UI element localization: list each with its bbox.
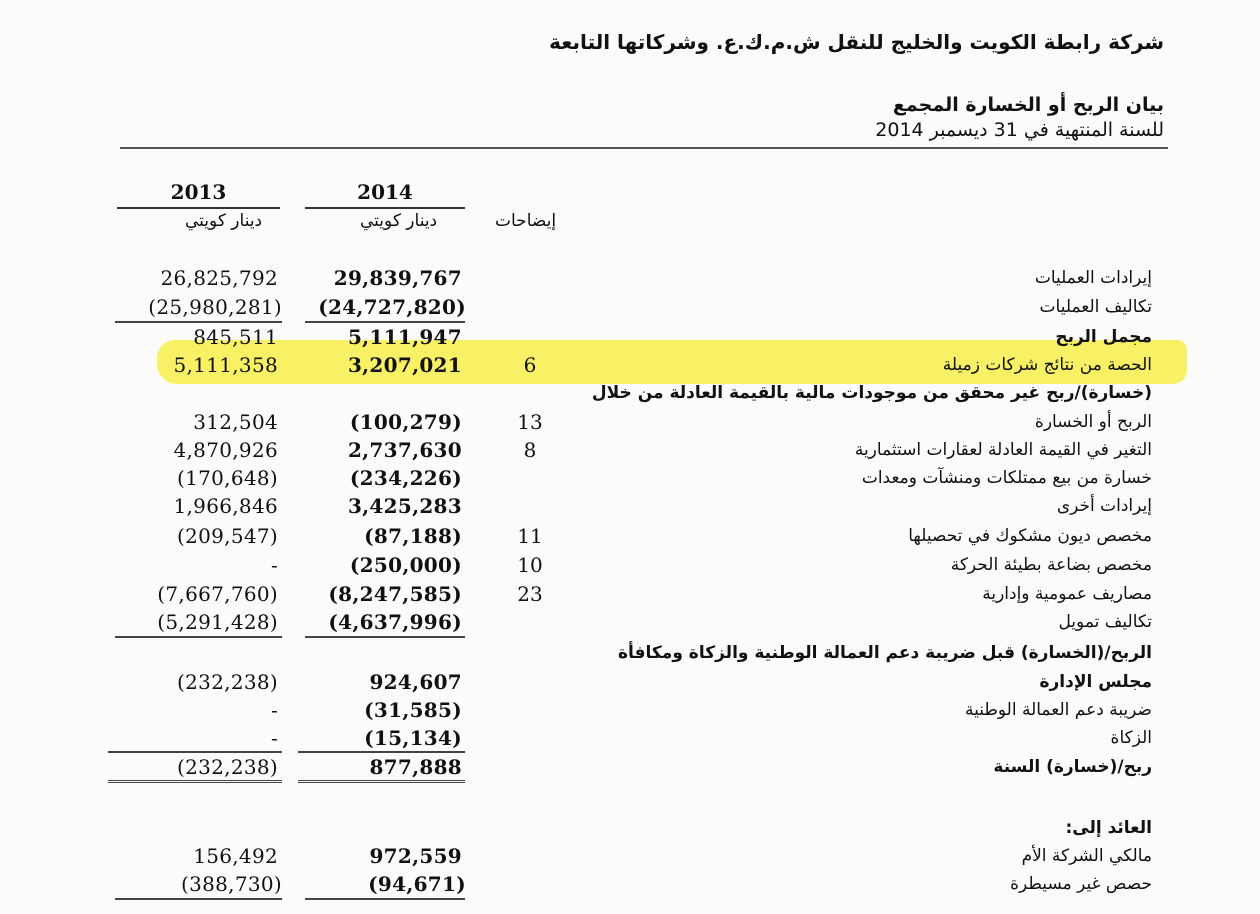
statement-period: للسنة المنتهية في 31 ديسمبر 2014 bbox=[875, 119, 1164, 141]
notes-column-header: إيضاحات bbox=[495, 211, 557, 231]
value-2013: 312,504 bbox=[193, 410, 278, 434]
currency-2013: دينار كويتي bbox=[185, 211, 263, 231]
value-2014: (94,671) bbox=[368, 872, 466, 896]
row-label: خسارة من بيع ممتلكات ومنشآت ومعدات bbox=[861, 468, 1152, 488]
row-label: الربح/(الخسارة) قبل ضريبة دعم العمالة الوطنية والزكاة ومكافأة bbox=[617, 643, 1152, 663]
value-2013: (25,980,281) bbox=[148, 295, 282, 319]
value-2014: 972,559 bbox=[369, 844, 462, 868]
value-2013: - bbox=[270, 726, 278, 750]
value-2013: (232,238) bbox=[176, 755, 278, 779]
value-2013: - bbox=[270, 698, 278, 722]
attributable-heading: العائد إلى: bbox=[1065, 818, 1152, 838]
year-2014-header: 2014 bbox=[305, 180, 465, 209]
value-2013: 5,111,358 bbox=[173, 353, 278, 377]
subtotal-rule-2014 bbox=[305, 898, 465, 900]
row-label: إيرادات العمليات bbox=[1034, 268, 1152, 288]
value-2014: (24,727,820) bbox=[318, 295, 466, 319]
note-ref: 11 bbox=[517, 524, 543, 548]
subtotal-rule-2013 bbox=[115, 321, 282, 323]
value-2014: 3,207,021 bbox=[347, 353, 462, 377]
row-label: حصص غير مسيطرة bbox=[1010, 874, 1152, 894]
row-label: (خسارة)/ربح غير محقق من موجودات مالية بالقيمة العادلة من خلال bbox=[591, 383, 1152, 403]
row-label: تكاليف تمويل bbox=[1058, 612, 1152, 632]
value-2014: (250,000) bbox=[349, 553, 462, 577]
value-2014: (87,188) bbox=[364, 524, 462, 548]
subtotal-rule-2014 bbox=[305, 321, 465, 323]
subtotal-rule-2013 bbox=[108, 751, 282, 753]
value-2014: (8,247,585) bbox=[328, 582, 462, 606]
value-2014: 924,607 bbox=[369, 670, 462, 694]
row-label: الربح أو الخسارة bbox=[1034, 412, 1152, 432]
value-2013: - bbox=[270, 553, 278, 577]
year-2013-header: 2013 bbox=[117, 180, 280, 209]
value-2013: 4,870,926 bbox=[173, 438, 278, 462]
header-divider bbox=[120, 147, 1168, 149]
value-2014: 877,888 bbox=[369, 755, 462, 779]
row-label: الحصة من نتائج شركات زميلة bbox=[942, 355, 1152, 375]
value-2014: (4,637,996) bbox=[328, 610, 462, 634]
row-label: مخصص ديون مشكوك في تحصيلها bbox=[908, 526, 1152, 546]
total-double-rule-2014 bbox=[298, 780, 465, 785]
subtotal-rule-2014 bbox=[298, 751, 465, 753]
total-double-rule-2013 bbox=[108, 780, 282, 785]
row-label: إيرادات أخرى bbox=[1056, 496, 1152, 516]
value-2013: (170,648) bbox=[176, 466, 278, 490]
value-2013: (5,291,428) bbox=[157, 610, 278, 634]
subtotal-rule-2013 bbox=[115, 898, 282, 900]
value-2014: 2,737,630 bbox=[347, 438, 462, 462]
value-2014: (234,226) bbox=[349, 466, 462, 490]
currency-2014: دينار كويتي bbox=[360, 211, 438, 231]
value-2013: (232,238) bbox=[176, 670, 278, 694]
company-name: شركة رابطة الكويت والخليج للنقل ش.م.ك.ع. وشركاتها التابعة bbox=[549, 30, 1164, 54]
value-2013: 26,825,792 bbox=[160, 266, 278, 290]
value-2013: 845,511 bbox=[193, 325, 278, 349]
note-ref: 6 bbox=[523, 353, 537, 377]
row-label: مجلس الإدارة bbox=[1039, 672, 1152, 692]
statement-title: بيان الربح أو الخسارة المجمع bbox=[892, 94, 1164, 116]
row-label: تكاليف العمليات bbox=[1039, 297, 1152, 317]
row-label: ضريبة دعم العمالة الوطنية bbox=[964, 700, 1152, 720]
note-ref: 23 bbox=[517, 582, 543, 606]
value-2014: 3,425,283 bbox=[347, 494, 462, 518]
row-label: مالكي الشركة الأم bbox=[1021, 846, 1152, 866]
value-2014: (100,279) bbox=[349, 410, 462, 434]
value-2013: 156,492 bbox=[193, 844, 278, 868]
row-label: التغير في القيمة العادلة لعقارات استثمارية bbox=[854, 440, 1152, 460]
row-label: مجمل الربح bbox=[1055, 327, 1152, 347]
subtotal-rule-2014 bbox=[305, 636, 465, 638]
value-2013: 1,966,846 bbox=[173, 494, 278, 518]
row-label: مخصص بضاعة بطيئة الحركة bbox=[950, 555, 1152, 575]
value-2013: (388,730) bbox=[180, 872, 282, 896]
subtotal-rule-2013 bbox=[115, 636, 282, 638]
note-ref: 8 bbox=[523, 438, 537, 462]
row-label: مصاريف عمومية وإدارية bbox=[982, 584, 1152, 604]
value-2013: (209,547) bbox=[176, 524, 278, 548]
note-ref: 10 bbox=[517, 553, 543, 577]
value-2014: 5,111,947 bbox=[347, 325, 462, 349]
value-2014: (31,585) bbox=[364, 698, 462, 722]
value-2014: (15,134) bbox=[364, 726, 462, 750]
value-2014: 29,839,767 bbox=[333, 266, 462, 290]
row-label: ربح/(خسارة) السنة bbox=[993, 757, 1152, 777]
note-ref: 13 bbox=[517, 410, 543, 434]
value-2013: (7,667,760) bbox=[157, 582, 278, 606]
row-label: الزكاة bbox=[1110, 728, 1152, 748]
